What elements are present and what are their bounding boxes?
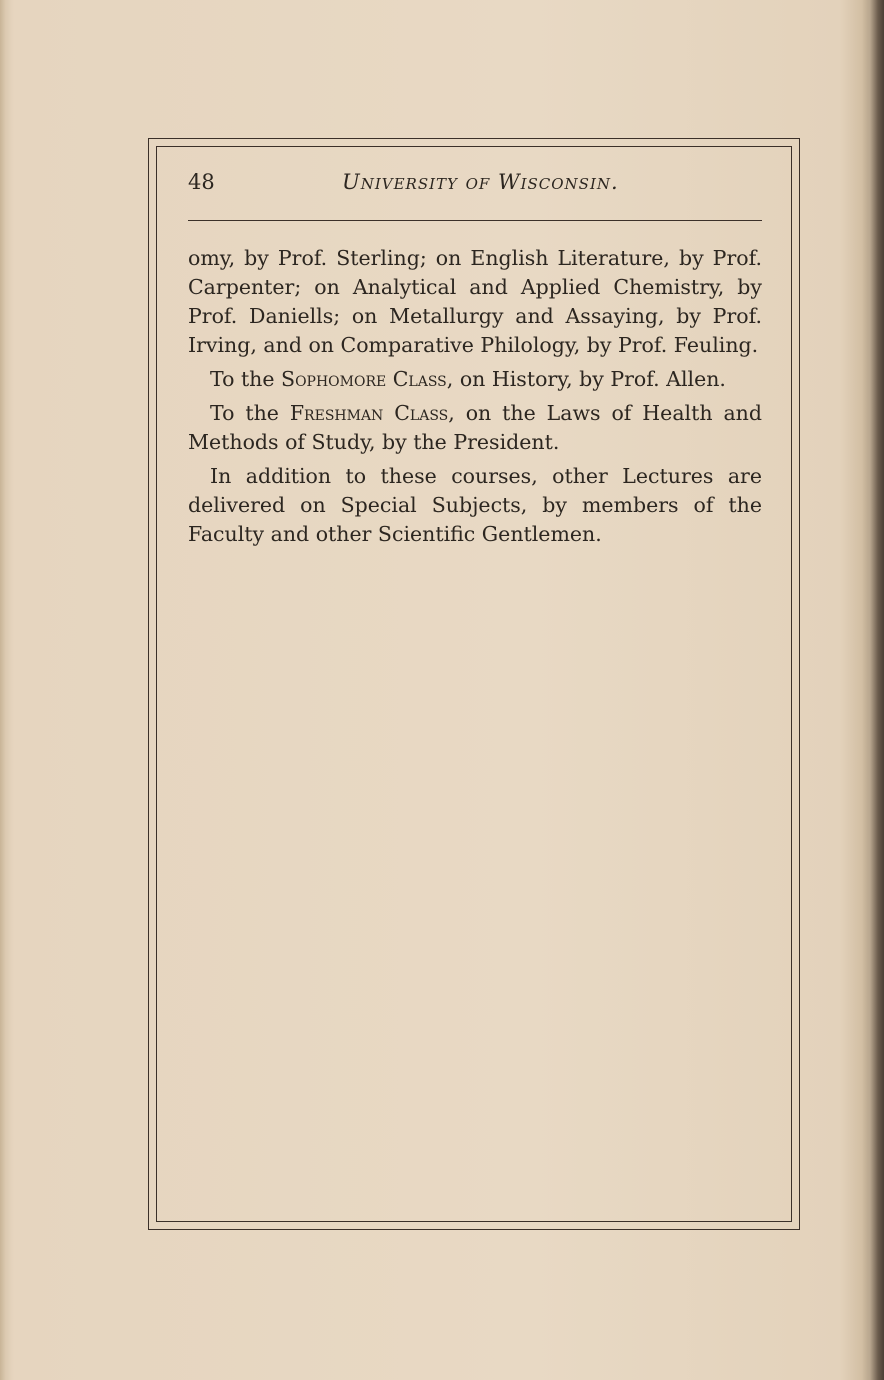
text-span: To the: [210, 401, 290, 425]
page-title: University of Wisconsin.: [342, 170, 619, 194]
class-name-sophomore: Sophomore Class: [281, 367, 447, 391]
header-rule: [188, 220, 762, 221]
class-name-freshman: Freshman Class: [289, 401, 449, 425]
body-text: [188, 244, 762, 549]
running-head: [188, 170, 762, 200]
page-right-edge: [862, 0, 884, 1380]
page-number: 48: [188, 170, 215, 194]
text-span: , on the Laws of Health and Methods of Study, by the President.: [188, 401, 763, 454]
paragraph-continuation: omy, by Prof. Sterling; on English Literature, by Prof. Carpenter; on Analytical and Applied Chemistry, by Prof. Daniells; on Metallurgy and Assaying, by Prof. Irving, and on Comparative Philology, by Prof. Feuling.: [188, 246, 762, 357]
paragraph-freshman: [188, 399, 762, 457]
page-left-edge: [0, 0, 10, 1380]
paragraph-additional-lectures: In addition to these courses, other Lectures are delivered on Special Subjects, by members of the Faculty and other Scientific Gentlemen.: [188, 464, 762, 546]
text-span: , on History, by Prof. Allen.: [446, 367, 726, 391]
paragraph-sophomore: [188, 365, 762, 394]
text-span: To the: [210, 367, 282, 391]
